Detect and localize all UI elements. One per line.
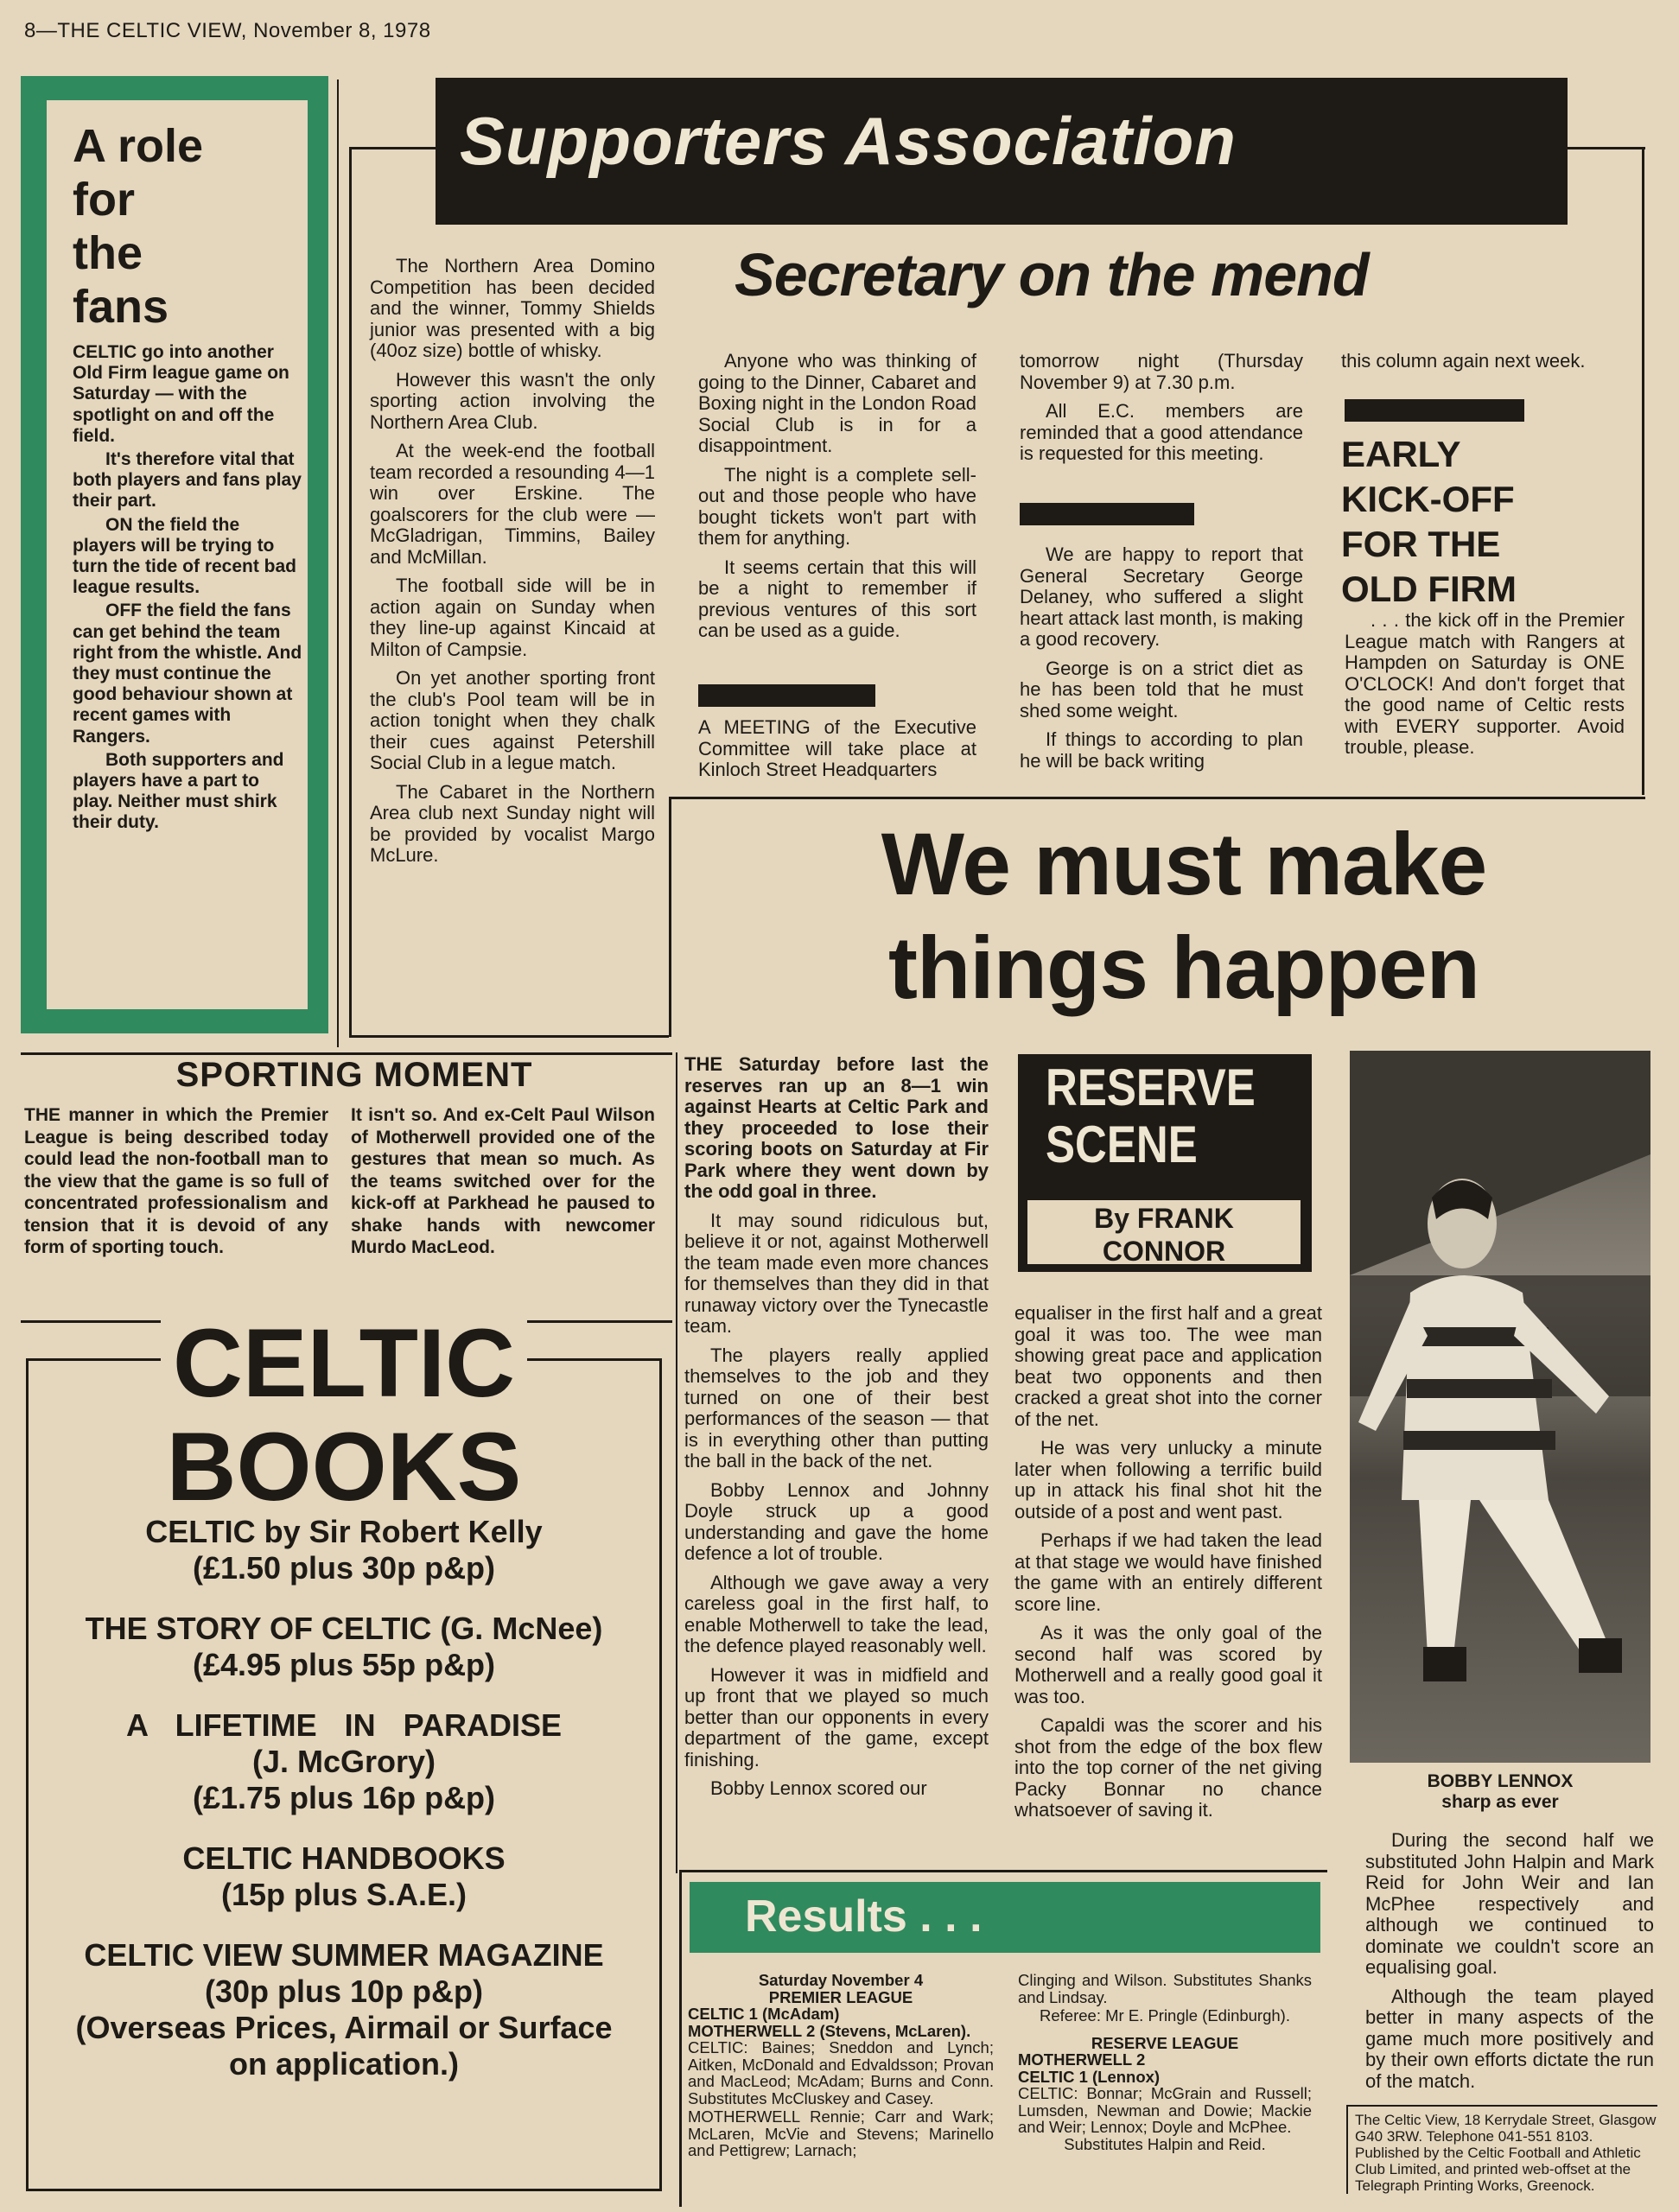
role-para: It's therefore vital that both players and fans play their part. [73, 449, 302, 512]
frame-rule [349, 147, 352, 1037]
photo-caption: BOBBY LENNOX sharp as ever [1427, 1771, 1574, 1812]
frame-rule [21, 1052, 672, 1055]
reserve-article-col3: During the second half we substituted John Halpin and Mark Reid for John Weir and Ian McPhee respectively and although we continued to dominate we couldn't score an equalising goal. Although the team played better in many aspects of the game much more positively and by their own efforts dictate the run of the match. [1365, 1829, 1654, 2092]
page-folio: 8—THE CELTIC VIEW, November 8, 1978 [24, 19, 431, 42]
frame-rule [349, 1035, 669, 1038]
role-para: Both supporters and players have a part to play. Neither must shirk their duty. [73, 749, 284, 833]
results-title: Results . . . [745, 1891, 983, 1942]
reserve-scene-title: RESERVE SCENE [1046, 1058, 1256, 1173]
photo-illustration [1350, 1051, 1650, 1763]
frame-rule [1566, 147, 1645, 149]
reserve-article-col2: equaliser in the first half and a great goal it was too. The wee man showing great pace and application beat two opponents and then cracked a great shot into the corner of the net. He was very unlucky a minute later when following a terrific build up in attack his final shot hit the outside of a post and went past. Perhaps if we had taken the lead at that stage we would have finished the game with an entirely different score line. As it was the only goal of the second half was scored by Motherwell and a really good goal it was too. Capaldi was the scorer and his shot from the edge of the box flew into the top corner of the net giving Packy Bonnar no chance whatsoever of saving it. [1014, 1302, 1322, 1821]
role-body [73, 342, 304, 836]
role-para: ON the field the players will be trying to turn the tide of recent bad league results. [73, 514, 297, 598]
role-para: CELTIC go into another Old Firm league game on Saturday — with the spotlight on and off the field. [73, 342, 289, 446]
book-item: A LIFETIME IN PARADISE (J. McGrory) (£1.75 plus 16p p&p) [125, 1707, 562, 1815]
sporting-moment-col1: THE manner in which the Premier League is being described today could lead the non-football man to the view that the game is so full of concentrated professionalism and tension that it is devoid of any form of sporting touch. [24, 1105, 328, 1257]
frame-rule [349, 147, 436, 149]
section-bar [1020, 503, 1194, 525]
bobby-lennox-photo [1350, 1051, 1650, 1763]
early-kickoff-headline: EARLY KICK-OFF FOR THE OLD FIRM [1341, 434, 1517, 609]
results-col2: Clinging and Wilson. Substitutes Shanks and Lindsay. Referee: Mr E. Pringle (Edinburgh). RESERVE LEAGUE MOTHERWELL 2 CELTIC 1 (Lennox) CELTIC: Bonnar; McGrain and Russell; Lumsden, Newman and Dowie; Mackie and Weir; Lennox; Doyle and McPhee. Substitutes Halpin and Reid. [1018, 1971, 1312, 2153]
frame-rule [669, 797, 1645, 799]
column-cont: this column again next week. [1341, 350, 1586, 372]
book-item: THE STORY OF CELTIC (G. McNee) (£4.95 plus 55p p&p) [85, 1611, 603, 1682]
frame-rule [669, 797, 671, 1037]
early-kickoff-text: . . . the kick off in the Premier League match with Rangers at Hampden on Saturday is ONE O'CLOCK! And don't forget that the good name of Celtic rests with EVERY supporter. Avoid trouble, please. [1345, 609, 1625, 758]
main-headline: We must make things happen [881, 815, 1487, 1017]
northern-area-column: The Northern Area Domino Competition has been decided and the winner, Tommy Shields junior was presented with a big (40oz size) bottle of whisky. However this wasn't the only sporting action involving the Northern Area Club. At the week-end the football team recorded a resounding 4—1 win over Erskine. The goalscorers for the club were — McGladrigan, Timmins, Bailey and McMillan. The football side will be in action again on Sunday when they line-up against Kincaid at Milton of Campsie. On yet another sporting front the club's Pool team will be in action tonight when they chalk their cues against Petershill Social Club in a legue match. The Cabaret in the Northern Area club next Sunday night will be provided by vocalist Margo McLure. [370, 255, 655, 866]
secretary-column: We are happy to report that General Secretary George Delaney, who suffered a slight heart attack last month, is making a good recovery. George is on a strict diet as he has been told that he must shed some weight. If things to according to plan he will be back writing [1020, 543, 1303, 772]
meeting-cont-column: tomorrow night (Thursday November 9) at 7.30 p.m. All E.C. members are reminded that a good attendance is requested for this meeting. [1020, 350, 1303, 464]
books-title: CELTIC BOOKS [35, 1312, 653, 1519]
section-bar [698, 684, 875, 707]
column-rule [676, 1052, 677, 1873]
role-headline: A role for the fans [73, 120, 204, 333]
secretary-headline: Secretary on the mend [735, 241, 1369, 308]
book-item: CELTIC VIEW SUMMER MAGAZINE (30p plus 10p p&p) (Overseas Prices, Airmail or Surface on application.) [75, 1937, 613, 2082]
dinner-column: Anyone who was thinking of going to the Dinner, Cabaret and Boxing night in the London Road Social Club is in for a disappointment. The night is a complete sell-out and those people who have bought tickets won't part with them for anything. It seems certain that this will be a night to remember if previous ventures of this sort can be used as a guide. [698, 350, 976, 641]
frame-rule [1642, 147, 1644, 795]
role-para: OFF the field the fans can get behind the team right from the whistle. And they must continue the good behaviour shown at recent games with Rangers. [73, 601, 302, 747]
books-list [35, 1514, 653, 2107]
sporting-moment-head: SPORTING MOMENT [175, 1056, 533, 1094]
section-bar [1345, 399, 1524, 422]
meeting-text: A MEETING of the Executive Committee will take place at Kinloch Street Headquarters [698, 716, 976, 780]
book-item: CELTIC HANDBOOKS (15p plus S.A.E.) [182, 1840, 506, 1912]
book-item: CELTIC by Sir Robert Kelly (£1.50 plus 30p p&p) [145, 1514, 543, 1586]
reserve-article-col1: THE Saturday before last the reserves ran up an 8—1 win against Hearts at Celtic Park and they proceeded to lose their scoring boots on Saturday at Fir Park where they went down by the odd goal in three. It may sound ridiculous but, believe it or not, against Motherwell the team made even more chances for themselves than they did in that runaway victory over the Tynecastle team. The players really applied themselves to the job and they turned on one of their best performances of the season — that is in everything other than putting the ball in the back of the net. Bobby Lennox and Johnny Doyle struck up a good understanding and gave the home defence a lot of trouble. Although we gave away a very careless goal in the first half, to enable Motherwell to take the lead, the defence played reasonably well. However it was in midfield and up front that we played so much better than our opponents in every department of the game, except finishing. Bobby Lennox scored our [684, 1053, 989, 1799]
column-rule [337, 79, 339, 1047]
imprint: The Celtic View, 18 Kerrydale Street, Glasgow G40 3RW. Telephone 041-551 8103. Published by the Celtic Football and Athletic Club Limited, and printed web-offset at the Telegraph Printing Works, Greenock. [1346, 2105, 1657, 2194]
results-col1: Saturday November 4 PREMIER LEAGUE CELTIC 1 (McAdam) MOTHERWELL 2 (Stevens, McLaren). CELTIC: Baines; Sneddon and Lynch; Aitken, McDonald and Edvaldsson; Provan and MacLeod; McAdam; Burns and Conn. Substitutes McCluskey and Casey. MOTHERWELL Rennie; Carr and Wark; McLaren, McVie and Stevens; Marinello and Pettigrew; Larnach; [688, 1971, 994, 2159]
supporters-title: Supporters Association [460, 103, 1237, 179]
sporting-moment-col2: It isn't so. And ex-Celt Paul Wilson of Motherwell provided one of the gestures that mean so much. As the teams switched over for the kick-off at Parkhead he paused to shake hands with newcomer Murdo MacLeod. [351, 1105, 655, 1257]
byline: By FRANK CONNOR [1025, 1198, 1303, 1267]
